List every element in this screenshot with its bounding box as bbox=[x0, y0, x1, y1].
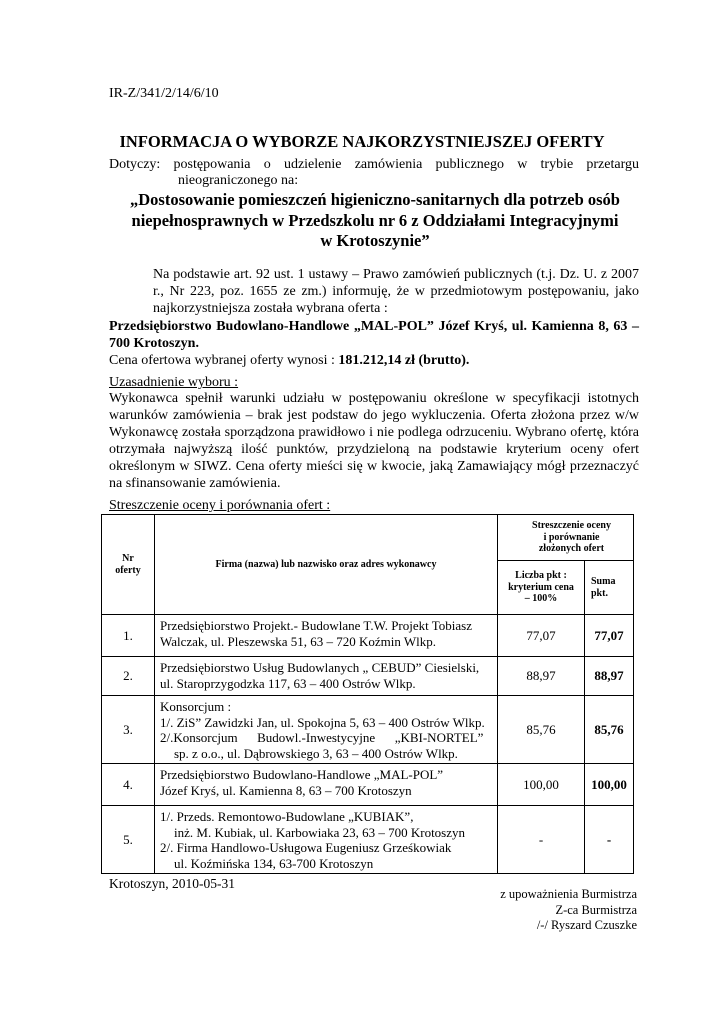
header-offer-number: Nr oferty bbox=[102, 515, 155, 615]
offer-number: 5. bbox=[102, 806, 155, 874]
offer-points: 100,00 bbox=[498, 764, 585, 806]
offer-firm: Przedsiębiorstwo Usług Budowlanych „ CEBUD” Ciesielski, ul. Staroprzygodzka 117, 63 – 400 Ostrów Wlkp. bbox=[155, 657, 498, 696]
offer-firm: 1/. Przeds. Remontowo-Budowlane „KUBIAK”, inż. M. Kubiak, ul. Karbowiaka 23, 63 – 700 Krotoszyn 2/. Firma Handlowo-Usługowa Eugeniusz Grześkowiak ul. Koźmińska 134, 63-700 Krotoszyn bbox=[155, 806, 498, 874]
offer-number: 2. bbox=[102, 657, 155, 696]
signature-line-2: Z-ca Burmistrza bbox=[555, 902, 637, 917]
table-row bbox=[102, 764, 634, 806]
offer-sum: - bbox=[585, 806, 634, 874]
concern-line-1: Dotyczy: postępowania o udzielenie zamówienia publicznego w trybie przetargu bbox=[109, 157, 639, 172]
signature-block bbox=[500, 887, 637, 934]
signature-line-1: z upoważnienia Burmistrza bbox=[500, 887, 637, 901]
offer-number: 4. bbox=[102, 764, 155, 806]
subject-line-3: w Krotoszynie” bbox=[320, 231, 430, 250]
table-row bbox=[102, 696, 634, 764]
offer-firm: Przedsiębiorstwo Projekt.- Budowlane T.W. Projekt Tobiasz Walczak, ul. Pleszewska 51, 63 – 720 Koźmin Wlkp. bbox=[155, 615, 498, 657]
subject-line-2: niepełnosprawnych w Przedszkolu nr 6 z Oddziałami Integracyjnymi bbox=[131, 210, 619, 230]
offer-sum: 100,00 bbox=[585, 764, 634, 806]
offer-price-line bbox=[109, 352, 639, 369]
offer-firm: Konsorcjum : 1/. ZiS” Zawidzki Jan, ul. Spokojna 5, 63 – 400 Ostrów Wlkp. 2/.Konsorcjum Budowl.-Inwestycyjne „KBI-NORTEL” sp. z o.o., ul. Dąbrowskiego 3, 63 – 400 Ostrów Wlkp. bbox=[155, 696, 498, 764]
header-points-sum: Suma pkt. bbox=[585, 561, 634, 615]
document-reference-number: IR-Z/341/2/14/6/10 bbox=[109, 86, 219, 101]
justification-text: Wykonawca spełnił warunki udziału w postępowaniu określone w specyfikacji istotnych warunków zamówienia – brak jest podstaw do jego wykluczenia. Oferta złożona przez w/w Wykonawcę została sporządzona prawidłowo i nie podlega odrzuceniu. Wybrano ofertę, która otrzymała najwyższą ilość punktów, przydzieloną na podstawie kryterium oceny ofert określonym w SIWZ. Cena oferty mieści się w kwocie, jaką Zamawiający mógł przeznaczyć na sfinansowanie zamówienia. bbox=[109, 391, 639, 491]
table-row bbox=[102, 806, 634, 874]
header-summary: Streszczenie oceny i porównanie złożonych ofert bbox=[498, 515, 634, 561]
offer-points: - bbox=[498, 806, 585, 874]
offers-comparison-table bbox=[101, 514, 634, 874]
concern-statement bbox=[109, 157, 639, 189]
offer-number: 1. bbox=[102, 615, 155, 657]
table-row bbox=[102, 615, 634, 657]
offer-points: 77,07 bbox=[498, 615, 585, 657]
header-points-criterion: Liczba pkt : kryterium cena – 100% bbox=[498, 561, 585, 615]
offer-price-label: Cena ofertowa wybranej oferty wynosi : bbox=[109, 353, 339, 369]
offer-firm: Przedsiębiorstwo Budowlano-Handlowe „MAL-POL” Józef Kryś, ul. Kamienna 8, 63 – 700 Krotoszyn bbox=[155, 764, 498, 806]
legal-basis-text: Na podstawie art. 92 ust. 1 ustawy – Prawo zamówień publicznych (t.j. Dz. U. z 2007 r., Nr 223, poz. 1655 ze zm.) informuję, że w przedmiotowym postępowaniu, jako najkorzystniejsza została wybrana oferta : bbox=[153, 267, 639, 317]
subject-line-1: „Dostosowanie pomieszczeń higieniczno-sanitarnych dla potrzeb osób bbox=[130, 190, 620, 209]
offer-sum: 77,07 bbox=[585, 615, 634, 657]
offer-price-value: 181.212,14 zł (brutto). bbox=[338, 353, 470, 369]
offer-sum: 88,97 bbox=[585, 657, 634, 696]
legal-basis-paragraph bbox=[109, 266, 639, 369]
concern-line-2: nieograniczonego na: bbox=[178, 173, 299, 188]
summary-heading: Streszczenie oceny i porównania ofert : bbox=[109, 498, 331, 513]
justification-heading: Uzasadnienie wyboru : bbox=[109, 375, 239, 390]
document-date: Krotoszyn, 2010-05-31 bbox=[109, 876, 235, 891]
offer-sum: 85,76 bbox=[585, 696, 634, 764]
selected-contractor: Przedsiębiorstwo Budowlano-Handlowe „MAL-POL” Józef Kryś, ul. Kamienna 8, 63 – 700 Krotoszyn. bbox=[109, 318, 639, 351]
offer-number: 3. bbox=[102, 696, 155, 764]
table-row bbox=[102, 657, 634, 696]
offer-points: 85,76 bbox=[498, 696, 585, 764]
document-title: INFORMACJA O WYBORZE NAJKORZYSTNIEJSZEJ OFERTY bbox=[119, 132, 605, 151]
signature-line-3: /-/ Ryszard Czuszke bbox=[536, 918, 637, 932]
offer-points: 88,97 bbox=[498, 657, 585, 696]
header-firm: Firma (nazwa) lub nazwisko oraz adres wykonawcy bbox=[155, 515, 498, 615]
procurement-subject bbox=[100, 190, 650, 252]
